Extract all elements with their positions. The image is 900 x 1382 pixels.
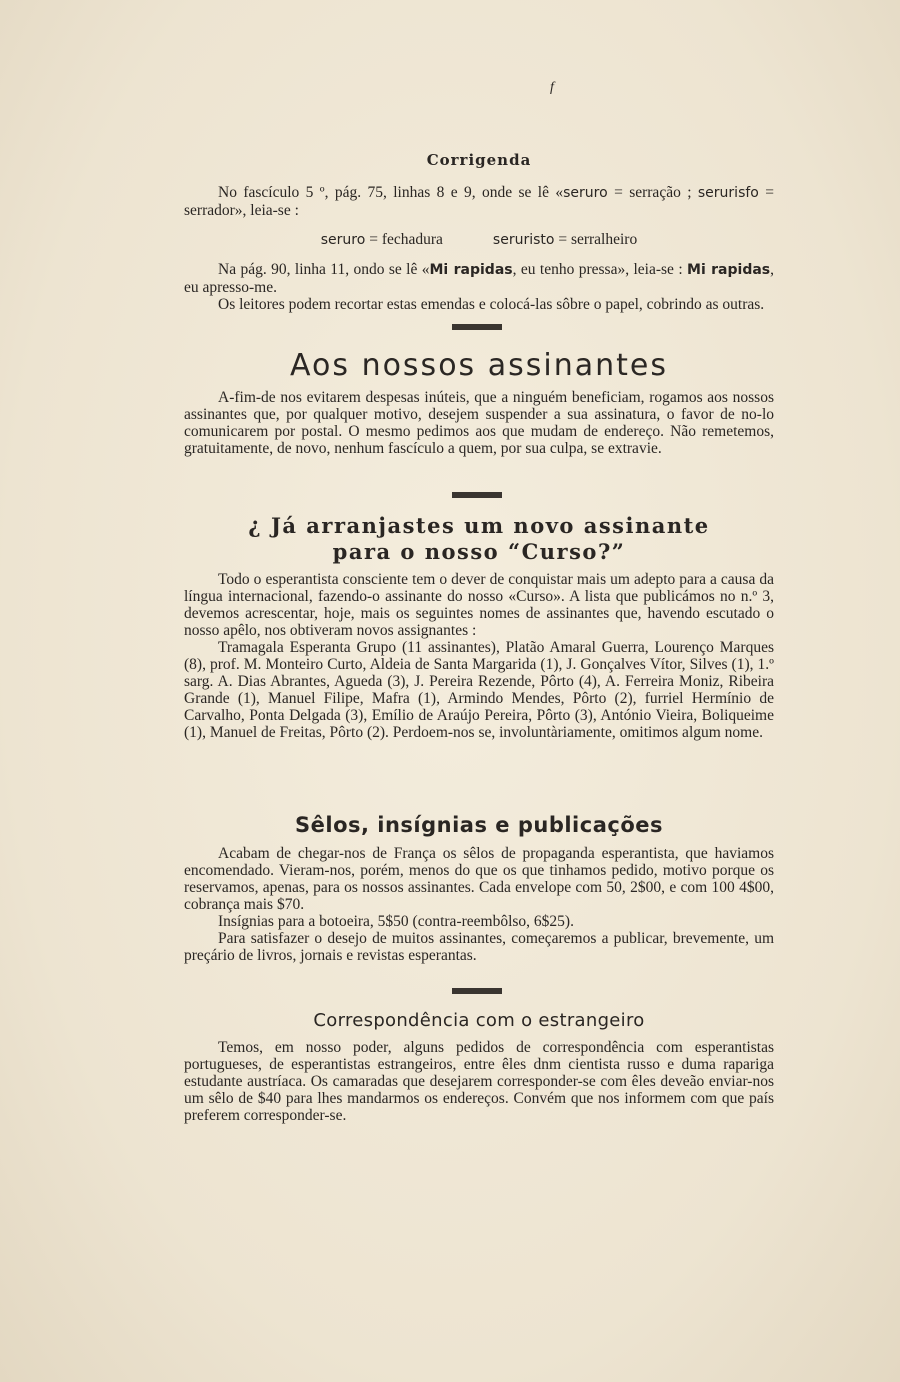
keyword: serurisfo bbox=[697, 185, 759, 201]
separator-ornament bbox=[452, 988, 502, 994]
text-span: = fechadura bbox=[365, 231, 443, 248]
assinantes-title: Aos nossos assinantes bbox=[290, 348, 668, 383]
text-span: No fascículo 5 º, pág. 75, linhas 8 e 9, onde se lê « bbox=[218, 184, 564, 201]
text-span: = serrador», leia-se : bbox=[184, 184, 774, 219]
text-span: , eu apresso-me. bbox=[184, 261, 775, 296]
selos-paragraph-3: Para satisfazer o desejo de muitos assinantes, começaremos a publicar, brevemente, um preçário de livros, jornais e revistas esperantas. bbox=[184, 930, 774, 964]
selos-section bbox=[184, 813, 774, 964]
corrigenda-paragraph-1 bbox=[184, 184, 774, 219]
separator-ornament bbox=[452, 324, 502, 330]
page-mark: f bbox=[550, 80, 554, 95]
text-span: = serralheiro bbox=[554, 231, 638, 248]
novo-assinante-title-line-1: ¿ Já arranjastes um novo assinante bbox=[248, 513, 710, 538]
separator-ornament bbox=[452, 492, 502, 498]
assinantes-section bbox=[184, 348, 774, 457]
keyword: seruro bbox=[563, 185, 608, 201]
keyword: Mi rapidas bbox=[429, 262, 513, 278]
corrigenda-section bbox=[184, 184, 774, 313]
text-span: , eu tenho pressa», leia-se : bbox=[512, 261, 688, 278]
correspondencia-section bbox=[184, 1010, 774, 1124]
keyword: seruro bbox=[320, 232, 366, 248]
keyword: seruristo bbox=[492, 232, 555, 248]
equation-1 bbox=[321, 231, 443, 249]
keyword: Mi rapidas bbox=[687, 262, 771, 278]
correspondencia-paragraph: Temos, em nosso poder, alguns pedidos de correspondência com esperantistas portugueses, de esperantistas estrangeiros, entre êles dnm cientista russo e duma rapariga estudante austríaca. Os camaradas que desejarem corresponder-se com êles deveão enviar-nos um sêlo de $40 para lhes mandarmos os endereços. Convém que nos informem com que país preferem corresponder-se. bbox=[184, 1039, 774, 1124]
novo-assinante-paragraph-2: Tramagala Esperanta Grupo (11 assinantes), Platão Amaral Guerra, Lourenço Marques (8), prof. M. Monteiro Curto, Aldeia de Santa Margarida (1), J. Gonçalves Vítor, Silves (1), 1.º sarg. A. Dias Abrantes, Agueda (3), J. Pereira Rezende, Pôrto (4), A. Ferreira Moniz, Ribeira Grande (1), Manuel Filipe, Mafra (1), Armindo Mendes, Pôrto (2), furriel Hermínio de Carvalho, Ponta Delgada (3), Emílio de Araújo Pereira, Pôrto (3), António Vieira, Boliqueime (1), Manuel de Freitas, Pôrto (2). Perdoem-nos se, involuntàriamente, omitimos algum nome. bbox=[184, 639, 774, 741]
novo-assinante-section bbox=[184, 513, 774, 741]
corrigenda-paragraph-3: Os leitores podem recortar estas emendas e colocá-las sôbre o papel, cobrindo as outras. bbox=[218, 296, 765, 313]
corrigenda-paragraph-2 bbox=[184, 261, 774, 296]
text-span: Na pág. 90, linha 11, ondo se lê « bbox=[218, 261, 430, 278]
selos-paragraph-1: Acabam de chegar-nos de França os sêlos de propaganda esperantista, que haviamos encomendado. Vieram-nos, porém, menos do que os que tinhamos pedido, motivo porque os reservamos, apenas, para os nossos assinantes. Cada envelope com 50, 2$00, e com 100 4$00, cobrança mais $70. bbox=[184, 845, 774, 913]
novo-assinante-paragraph-1: Todo o esperantista consciente tem o dever de conquistar mais um adepto para a causa da língua internacional, fazendo-o assinante do nosso «Curso». A lista que publicámos no n.º 3, devemos acrescentar, hoje, mais os seguintes nomes de assinantes que, havendo escutado o nosso apêlo, nos obtiveram novos assignantes : bbox=[184, 571, 774, 639]
corrigenda-equations bbox=[184, 231, 774, 249]
novo-assinante-title-line-2: para o nosso “Curso?” bbox=[332, 539, 626, 564]
correspondencia-title: Correspondência com o estrangeiro bbox=[313, 1010, 645, 1031]
text-span: = serração ; bbox=[607, 184, 698, 201]
assinantes-paragraph: A-fim-de nos evitarem despesas inúteis, que a ninguém beneficiam, rogamos aos nossos assinantes que, por qualquer motivo, desejem suspender a sua assinatura, o favor de no-lo comunicarem por postal. O mesmo pedimos aos que mudam de endereço. Não remetemos, gratuitamente, de novo, nenhum fascículo a quem, por sua culpa, se extravie. bbox=[184, 389, 774, 457]
selos-title: Sêlos, insígnias e publicações bbox=[295, 813, 663, 837]
equation-2 bbox=[493, 231, 637, 249]
corrigenda-title: Corrigenda bbox=[426, 151, 532, 169]
selos-paragraph-2: Insígnias para a botoeira, 5$50 (contra-reembôlso, 6$25). bbox=[218, 913, 574, 930]
